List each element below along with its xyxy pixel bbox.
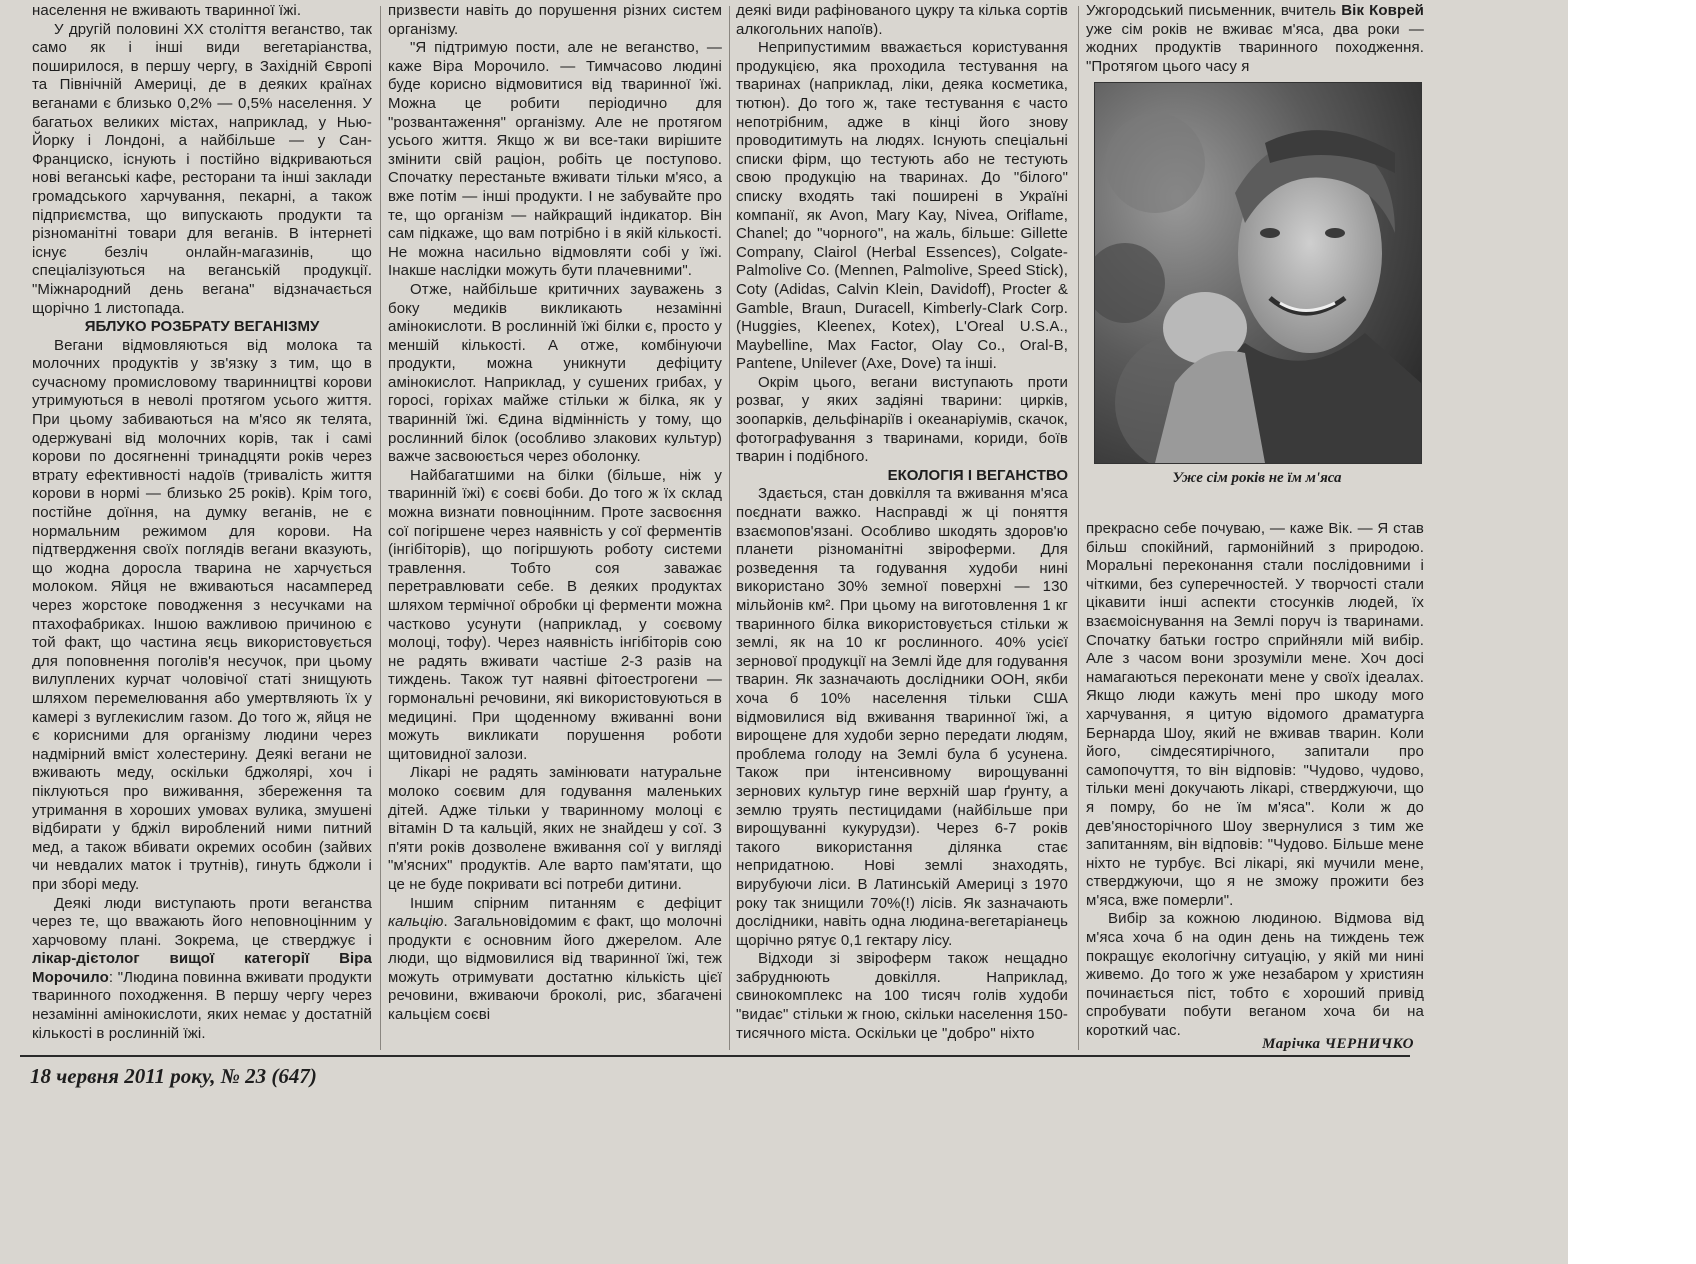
paragraph: прекрасно себе почуваю, — каже Вік. — Я став більш спокійний, гармонійний з природою. Моральні переконання стали послідовними і чіткими, без суперечностей. У творчості стали цікавити інші аспекти стосунків людей, їх взаємоіснування на Землі поруч із тваринами. Спочатку батьки гостро сприйняли мій вибір. Але з часом вони зрозуміли мене. Хоч досі намагаються переконати мене у своїх ідеалах. Якщо люди кажуть мені про шкоду мого харчування, я цитую відомого драматурга Бернарда Шоу, який не вживав тварин. Коли його, сімдесятирічного, запитали про самопочуття, то він відповів: "Чудово, чудово, тільки мені докучають лікарі, стверджуючи, що я помру, бо не їм м'яса". Коли ж до дев'яносторічного Шоу звернулися з тим же запитанням, він відповів: "Чудово. Більше мене ніхто не турбує. Всі лікарі, які мучили мене, стверджуючи, що я не зможу прожити без м'яса, вже померли".	[1086, 520, 1424, 909]
column-divider	[729, 6, 730, 1050]
article-column-3	[736, 2, 1068, 1043]
photo-caption: Уже сім років не їм м'яса	[1172, 470, 1342, 486]
column-divider	[380, 6, 381, 1050]
column-divider	[1078, 6, 1079, 1050]
paragraph	[32, 895, 372, 1044]
paragraph: "Я підтримую пости, але не веганство, — каже Віра Морочило. — Тимчасово людині буде корисно відмовитися від тваринної їжі. Можна це робити періодично для "розвантаження" організму. Але не протягом усього життя. Якщо ж ви все-таки вирішите змінити свій раціон, робіть це поступово. Спочатку перестаньте вживати тільки м'ясо, а вже потім — інші продукти. І не забувайте про те, що організм — найкращий індикатор. Він сам підкаже, що вам потрібно і в якій кількості. Не можна насильно відмовляти собі у їжі. Інакше наслідки можуть бути плачевними".	[388, 39, 722, 280]
paragraph: Вегани відмовляються від молока та молочних продуктів у зв'язку з тим, що в сучасному промисловому тваринництві корови утримуються в неволі протягом усього життя. При цьому забиваються на м'ясо як телята, одержувані від молочних корів, так і самі корови по досягненні тринадцяти років через втрату ефективності надоїв (тривалість життя корови в нормі — близько 25 років). Крім того, постійне доїння, на думку веганів, не є нормальним режимом для корови. На підтвердження своїх поглядів вегани вказують, що жодна доросла тварина не харчується молоком. Яйця не вживаються насамперед через жорстоке поводження з несучками на птахофабриках. Іншою важливою причиною є той факт, що частина яєць використовується для поповнення поголів'я несучок, при цьому вилуплених курчат чоловічої статі знищують шляхом перемелювання або умертвляють їх у камері з вуглекислим газом. До того ж, яйця не є корисними для організму людини через надмірний вміст холестерину. Деякі вегани не вживають меду, оскільки бджолярі, хоч і піклуються про виживання, збереження та утримання в хороших умовах вулика, змушені відбирати у бджіл вироблений ними питний мед, а також вбивати окремих особин (зайвих чи невдалих маток і трутнів), гинуть бджоли і при зборі меду.	[32, 336, 372, 893]
text-run: Іншим спірним питанням є дефіцит	[410, 894, 722, 912]
person-name: Вік Коврей	[1341, 2, 1424, 19]
paragraph: Окрім цього, вегани виступають проти розваг, у яких задіяні тварини: цирків, зоопарків, дельфінаріїв і океанаріумів, скачок, фотографування з тваринами, кориди, боїв тварин і подібного.	[736, 373, 1068, 466]
paragraph: Неприпустимим вважається користування продукцією, яка проходила тестування на тваринах (наприклад, ліки, деяка косметика, тютюн). До того ж, таке тестування є часто непотрібним, адже в кінці його знову проводитимуть на людях. Існують спеціальні списки фірм, що тестують або не тестують свою продукцію на тваринах. До "білого" списку входять такі поширені в Україні компанії, як Avon, Mary Kay, Nivea, Oriflame, Chanel; до "чорного", на жаль, більше: Gillette Company, Clairol (Herbal Essences), Colgate-Palmolive Co. (Mennen, Palmolive, Speed Stick), Coty (Adidas, Calvin Klein, Davidoff), Procter & Gamble, Braun, Duracell, Kimberly-Clark Corp. (Huggies, Kleenex, Kotex), L'Oreal U.S.A., Maybelline, Max Factor, Olay Co., Oral-B, Pantene, Unilever (Axe, Dove) та інші.	[736, 39, 1068, 373]
paragraph: населення не вживають тваринної їжі.	[32, 2, 302, 19]
calcium-term: кальцію	[388, 913, 444, 931]
text-run: Деякі люди виступають проти веганства через те, що вважають його неповноцінним у харчовому плані. Зокрема, це стверджує і	[32, 894, 372, 949]
text-run: Ужгородський письменник, вчитель	[1086, 2, 1342, 19]
article-column-4-top	[1086, 2, 1424, 76]
doctor-name: лікар-дієтолог вищої категорії Віра Морочило	[32, 950, 372, 986]
paragraph: Найбагатшими на білки (більше, ніж у тваринній їжі) є соєві боби. До того ж їх склад можна визнати повноцінним. Проте засвоєння сої погіршене через наявність у сої ферментів (інгібіторів), що погіршують роботу системи травлення. Тобто соя заважає перетравлювати себе. В деяких продуктах шляхом термічної обробки ці ферменти можна частково усунути (наприклад, у соєвому молоці, тофу). Через наявність інгібіторів сою не радять вживати частіше 2-3 разів на тиждень. Також тут наявні фітоестрогени — гормональні речовини, які використовуються в медицині. При щоденному вживанні вони можуть викликати порушення роботи щитовидної залози.	[388, 466, 722, 763]
paragraph	[388, 895, 722, 1025]
paragraph: деякі види рафінованого цукру та кілька сортів алкогольних напоїв).	[736, 2, 1068, 38]
paragraph: Отже, найбільше критичних зауважень з боку медиків викликають незамінні амінокислоти. В рослинній їжі білки є, просто у меншій кількості. А отже, комбінуючи продукти, можна уникнути дефіциту амінокислот. Наприклад, у сушених грибах, у горосі, горіхах майже стільки ж білка, як у тваринній їжі. Єдина відмінність у тому, що рослинний білок (особливо злакових культур) важче засвоюється через оболонку.	[388, 280, 722, 466]
section-heading-apple-of-discord: ЯБЛУКО РОЗБРАТУ ВЕГАНІЗМУ	[84, 318, 320, 336]
paragraph: Здається, стан довкілля та вживання м'яса поєднати важко. Насправді ж ці поняття взаємопов'язані. Особливо шкодять здоров'ю планети різноманітні звіроферми. Для розведення та годування худоби нині використано 30% земної поверхні — 130 мільйонів км². При цьому на виготовлення 1 кг тваринного білка використовується стільки ж землі, як на 10 кг рослинного. 40% усієї зернової продукції на Землі йде для годування тварин. Як зазначають дослідники ООН, якби хоча б 10% населення тільки США відмовилися від вживання тваринної їжі, а вирощене для худоби зерно передати людям, проблема голоду на Землі була б усунена. Також при інтенсивному вирощуванні зернових культур гине верхній шар ґрунту, а землю труять пестицидами (найбільше при вирощуванні кукурудзи). Через 6-7 років такого використання ділянка стає непридатною. Нові землі знаходять, вирубуючи ліси. В Латинській Америці з 1970 року так знищили 70%(!) лісів. Як зазначають дослідники, навіть одна людина-вегетаріанець щорічно рятує 0,1 гектару лісу.	[736, 485, 1068, 949]
text-run: . Загальновідомим є факт, що молочні продукти є основним його джерелом. Але люди, що відмовилися від тваринної їжі, теж можуть отримувати достатню кількість цієї речовини, вживаючи броколі, рис, збагачені кальцієм соєві	[388, 913, 722, 1024]
text-run: уже сім років не вживає м'яса, два роки — жодних продуктів тваринного походження. "Протягом цього часу я	[1086, 20, 1424, 75]
paragraph	[1086, 2, 1424, 76]
author-signature: Марічка ЧЕРНИЧКО	[1262, 1036, 1414, 1052]
portrait-image-icon	[1095, 83, 1421, 463]
paragraph: У другій половині XX століття веганство, так само як і інші види вегетаріанства, поширилося, в першу чергу, в Західній Європі та Північній Америці, де в деяких країнах веганами є близько 0,2% — 0,5% населення. У багатьох великих містах, наприклад, у Нью-Йорку і Лондоні, а найбільше — у Сан-Франциско, існують і постійно відкриваються нові веганські кафе, ресторани та інші заклади громадського харчування, пекарні, а також підприємства, що випускають продукти та різноманітні товари для веганів. В інтернеті існує безліч онлайн-магазинів, що спеціалізуються на веганській продукції. "Міжнародний день вегана" відзначається щорічно 1 листопада.	[32, 20, 372, 317]
article-column-4-bottom	[1086, 520, 1424, 1041]
issue-date: 18 червня 2011 року, № 23 (647)	[30, 1064, 317, 1088]
paragraph: Вибір за кожною людиною. Відмова від м'яса хоча б на один день на тиждень теж покращує екологічну ситуацію, у якій ми нині живемо. До того ж уже незабаром у християн починається піст, тобто є хороший привід спробувати побути веганом хоча би на короткий час.	[1086, 910, 1424, 1040]
text-run: : "Людина повинна вживати продукти тваринного походження. В першу чергу через незамінні амінокислоти, яких немає у достатній кількості в рослинній їжі.	[32, 968, 372, 1042]
article-column-2	[388, 2, 722, 1025]
footer-rule	[20, 1055, 1410, 1057]
paragraph: призвести навіть до порушення різних систем організму.	[388, 2, 722, 38]
section-heading-ecology: ЕКОЛОГІЯ І ВЕГАНСТВО	[887, 466, 1068, 484]
article-column-1	[32, 2, 372, 1043]
paragraph: Лікарі не радять замінювати натуральне молоко соєвим для годування маленьких дітей. Адже тільки у тваринному молоці є вітамін D та кальцій, яких не знайдеш у сої. З п'яти років дозволене вживання сої у вигляді "м'ясних" продуктів. Але варто пам'ятати, що це не буде покривати всі потреби дитини.	[388, 764, 722, 893]
portrait-photo	[1094, 82, 1422, 464]
paragraph: Відходи зі звіроферм також нещадно забруднюють довкілля. Наприклад, свинокомплекс на 100 тисяч голів худоби "видає" стільки ж гною, скільки населення 150-тисячного міста. Оскільки це "добро" ніхто	[736, 950, 1068, 1042]
